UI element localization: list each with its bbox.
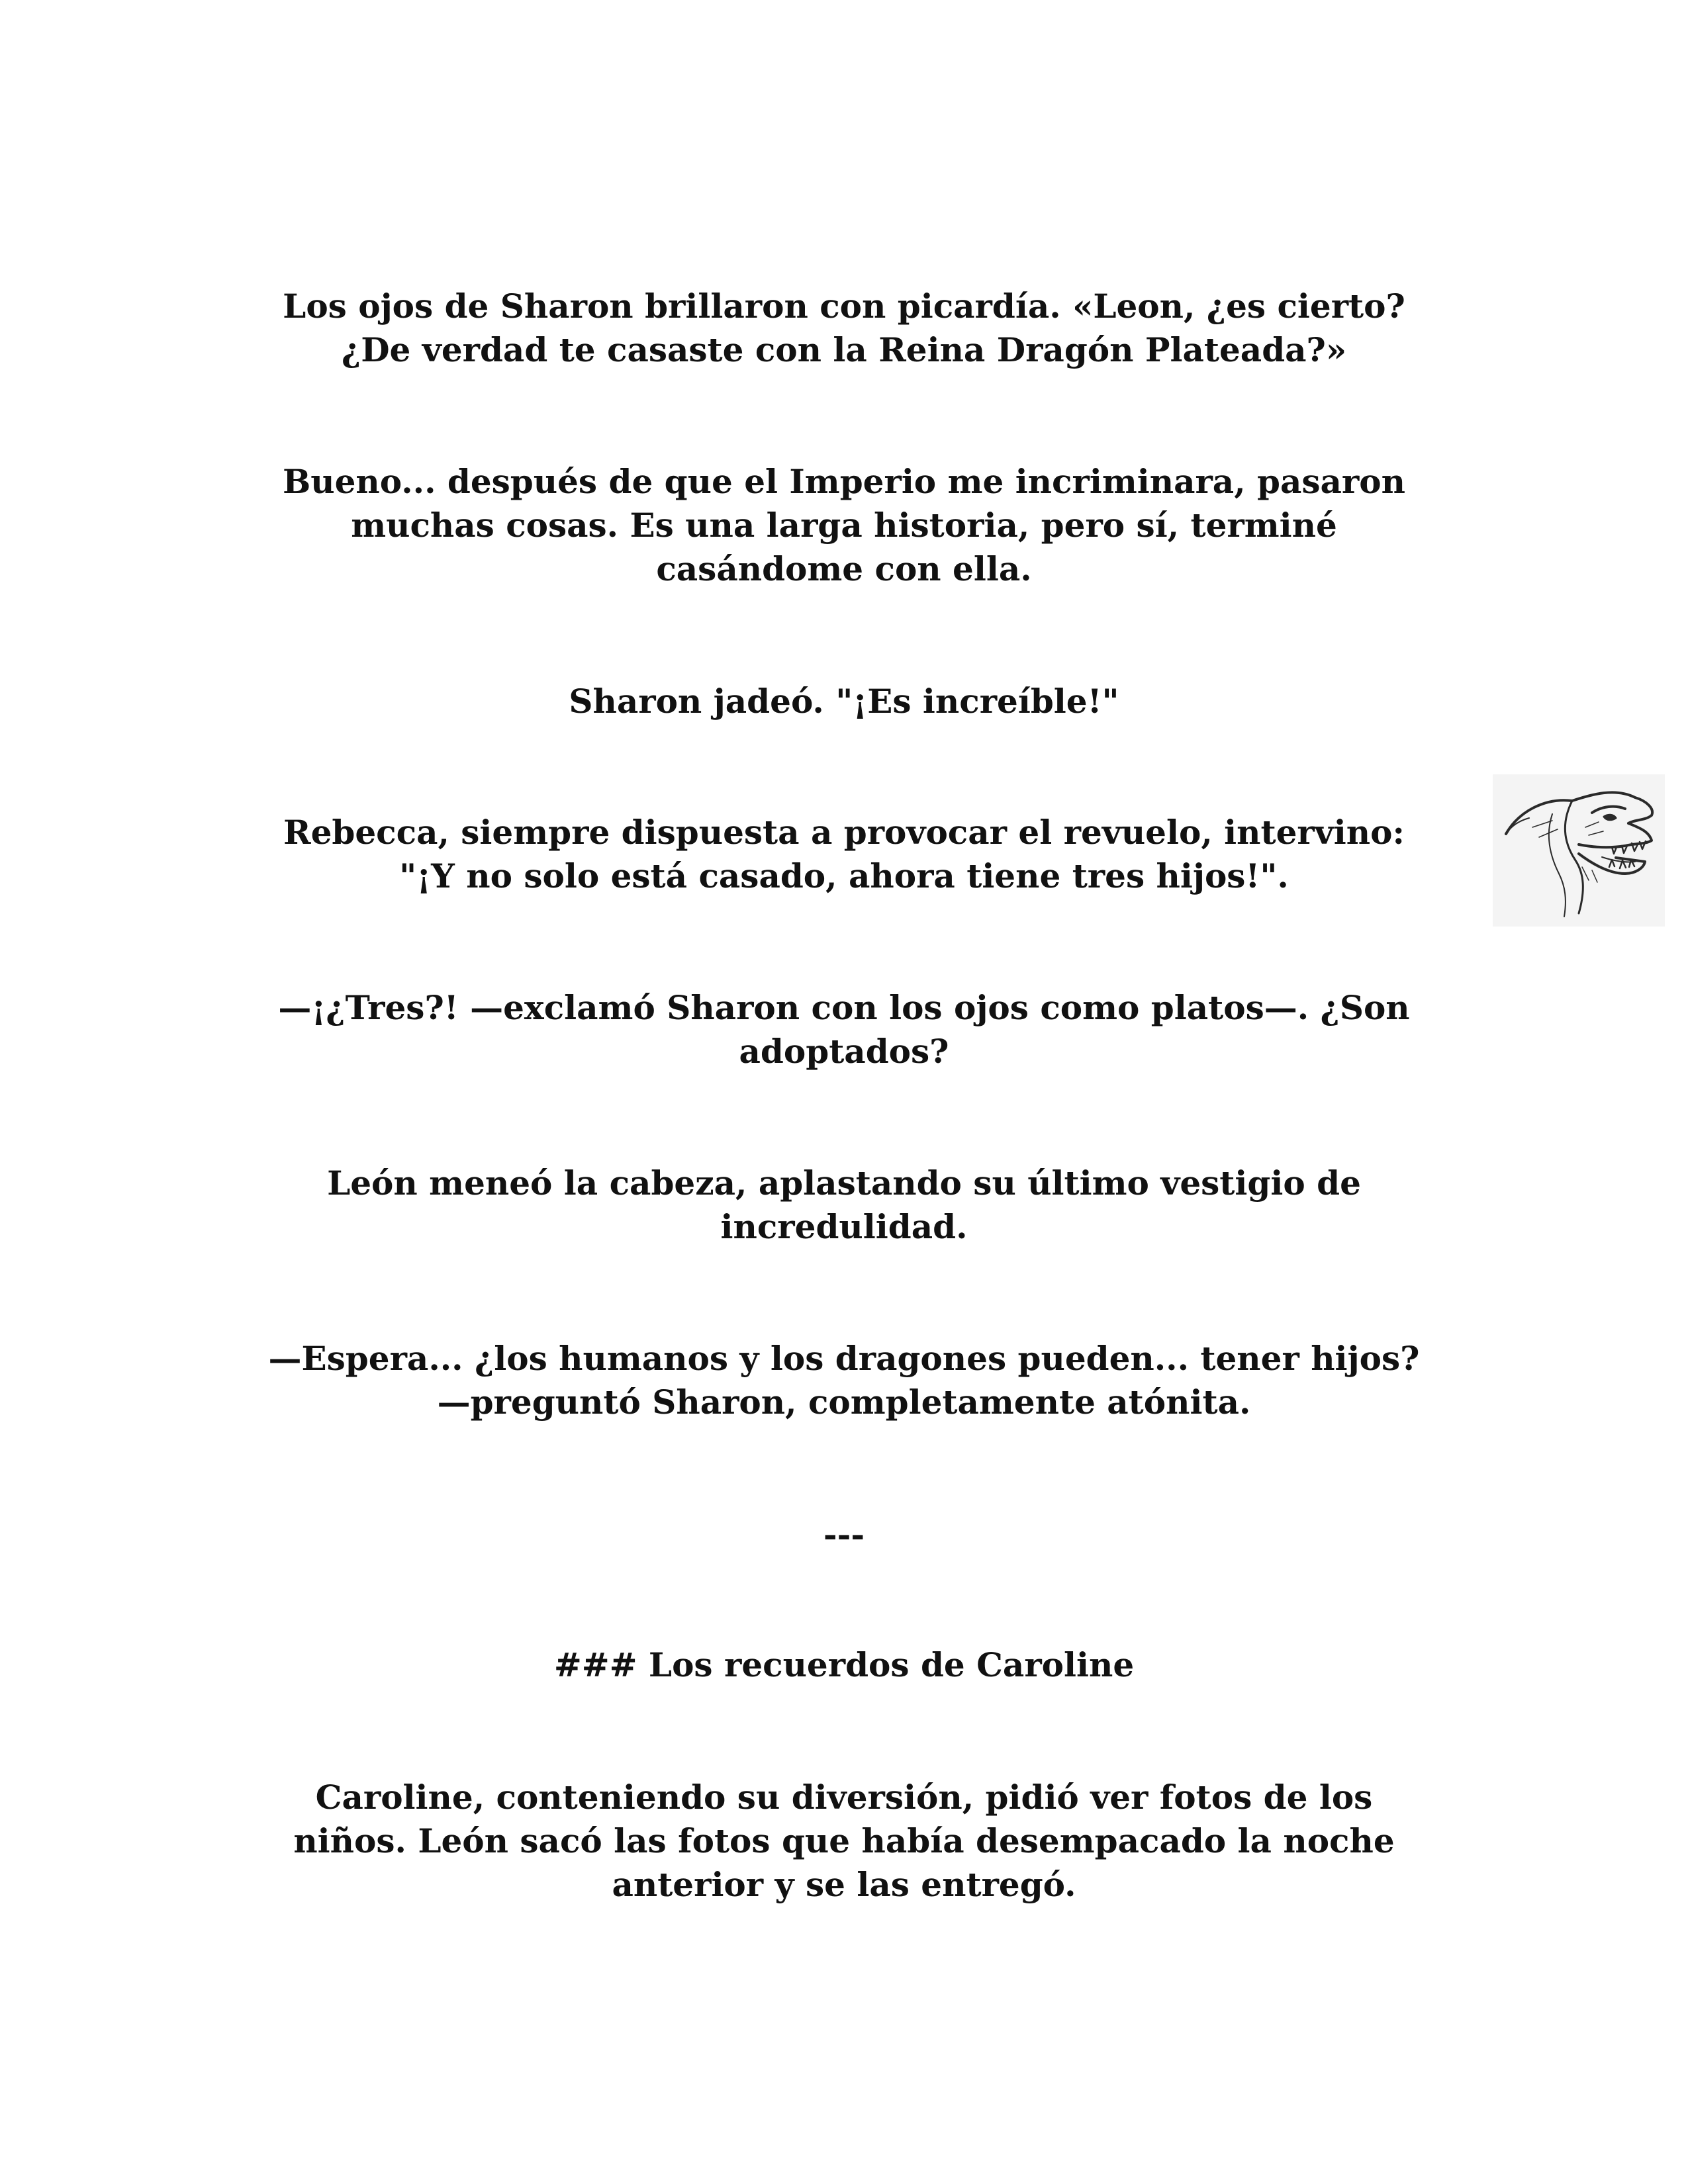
dinosaur-head-sketch-icon — [1493, 774, 1665, 927]
paragraph-line: ¿De verdad te casaste con la Reina Dragón Plateada?» — [341, 330, 1347, 369]
paragraph-line: adoptados? — [739, 1032, 949, 1071]
paragraph-line: "¡Y no solo está casado, ahora tiene tres hijos!". — [399, 856, 1289, 895]
paragraph-line: Sharon jadeó. "¡Es increíble!" — [569, 682, 1119, 721]
paragraph-3 — [165, 680, 1523, 723]
paragraph-line: —preguntó Sharon, completamente atónita. — [437, 1383, 1251, 1422]
divider-text: --- — [823, 1515, 865, 1554]
paragraph-line: incredulidad. — [720, 1207, 968, 1246]
heading-text: ### Los recuerdos de Caroline — [553, 1645, 1135, 1684]
paragraph-line: —¡¿Tres?! —exclamó Sharon con los ojos como platos—. ¿Son — [278, 988, 1410, 1027]
paragraph-8 — [165, 1776, 1523, 1907]
paragraph-2 — [165, 460, 1523, 591]
section-divider — [165, 1513, 1523, 1557]
paragraph-4 — [165, 811, 1523, 898]
paragraph-line: —Espera... ¿los humanos y los dragones pueden... tener hijos? — [268, 1339, 1420, 1378]
paragraph-line: Caroline, conteniendo su diversión, pidió ver fotos de los — [315, 1778, 1373, 1817]
paragraph-7 — [165, 1337, 1523, 1424]
paragraph-line: muchas cosas. Es una larga historia, pero sí, terminé — [351, 506, 1337, 545]
paragraph-line: Los ojos de Sharon brillaron con picardía. «Leon, ¿es cierto? — [283, 287, 1405, 326]
paragraph-line: anterior y se las entregó. — [612, 1865, 1076, 1904]
paragraph-line: Bueno... después de que el Imperio me incriminara, pasaron — [283, 462, 1405, 501]
paragraph-6 — [165, 1161, 1523, 1249]
paragraph-line: casándome con ella. — [656, 549, 1032, 588]
paragraph-line: León meneó la cabeza, aplastando su último vestigio de — [327, 1163, 1361, 1203]
section-heading — [165, 1643, 1523, 1687]
paragraph-5 — [165, 986, 1523, 1073]
paragraph-line: Rebecca, siempre dispuesta a provocar el revuelo, intervino: — [283, 813, 1405, 852]
paragraph-line: niños. León sacó las fotos que había desempacado la noche — [293, 1821, 1395, 1860]
paragraph-1 — [165, 285, 1523, 372]
